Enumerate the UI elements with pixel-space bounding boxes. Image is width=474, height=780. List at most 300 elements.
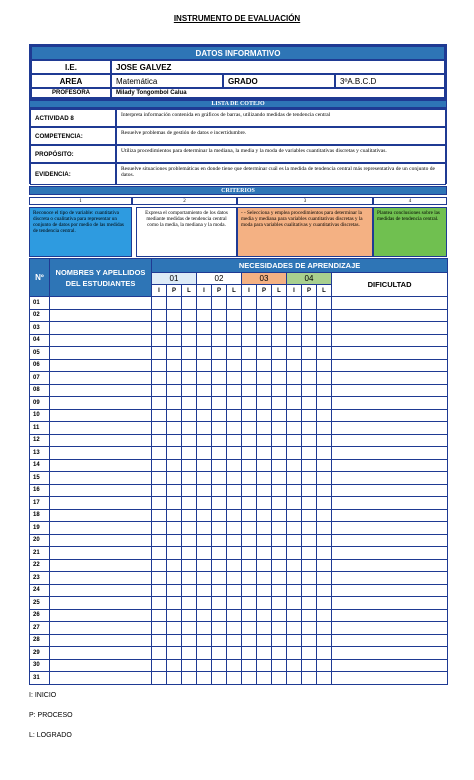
student-name-cell[interactable]: [50, 347, 152, 360]
dificultad-cell[interactable]: [332, 647, 448, 660]
mark-cell[interactable]: [302, 334, 317, 347]
mark-cell[interactable]: [302, 372, 317, 385]
mark-cell[interactable]: [302, 559, 317, 572]
mark-cell[interactable]: [227, 422, 242, 435]
mark-cell[interactable]: [287, 309, 302, 322]
mark-cell[interactable]: [242, 497, 257, 510]
mark-cell[interactable]: [197, 359, 212, 372]
mark-cell[interactable]: [287, 434, 302, 447]
mark-cell[interactable]: [182, 597, 197, 610]
mark-cell[interactable]: [212, 447, 227, 460]
mark-cell[interactable]: [287, 484, 302, 497]
mark-cell[interactable]: [152, 522, 167, 535]
dificultad-cell[interactable]: [332, 297, 448, 310]
mark-cell[interactable]: [287, 622, 302, 635]
mark-cell[interactable]: [257, 372, 272, 385]
mark-cell[interactable]: [287, 597, 302, 610]
mark-cell[interactable]: [227, 497, 242, 510]
mark-cell[interactable]: [197, 622, 212, 635]
mark-cell[interactable]: [302, 547, 317, 560]
mark-cell[interactable]: [167, 434, 182, 447]
dificultad-cell[interactable]: [332, 484, 448, 497]
dificultad-cell[interactable]: [332, 322, 448, 335]
mark-cell[interactable]: [152, 322, 167, 335]
mark-cell[interactable]: [242, 309, 257, 322]
mark-cell[interactable]: [212, 484, 227, 497]
mark-cell[interactable]: [182, 384, 197, 397]
mark-cell[interactable]: [197, 472, 212, 485]
mark-cell[interactable]: [212, 672, 227, 685]
mark-cell[interactable]: [302, 347, 317, 360]
dificultad-cell[interactable]: [332, 547, 448, 560]
mark-cell[interactable]: [257, 547, 272, 560]
mark-cell[interactable]: [317, 584, 332, 597]
mark-cell[interactable]: [182, 434, 197, 447]
mark-cell[interactable]: [212, 472, 227, 485]
mark-cell[interactable]: [212, 434, 227, 447]
mark-cell[interactable]: [242, 597, 257, 610]
mark-cell[interactable]: [152, 559, 167, 572]
mark-cell[interactable]: [242, 322, 257, 335]
mark-cell[interactable]: [197, 297, 212, 310]
mark-cell[interactable]: [197, 347, 212, 360]
mark-cell[interactable]: [272, 559, 287, 572]
mark-cell[interactable]: [317, 622, 332, 635]
mark-cell[interactable]: [302, 509, 317, 522]
mark-cell[interactable]: [152, 472, 167, 485]
mark-cell[interactable]: [227, 397, 242, 410]
student-name-cell[interactable]: [50, 584, 152, 597]
mark-cell[interactable]: [152, 397, 167, 410]
mark-cell[interactable]: [257, 347, 272, 360]
mark-cell[interactable]: [152, 372, 167, 385]
mark-cell[interactable]: [287, 547, 302, 560]
mark-cell[interactable]: [302, 434, 317, 447]
mark-cell[interactable]: [317, 322, 332, 335]
mark-cell[interactable]: [212, 322, 227, 335]
mark-cell[interactable]: [302, 422, 317, 435]
mark-cell[interactable]: [257, 647, 272, 660]
student-name-cell[interactable]: [50, 472, 152, 485]
mark-cell[interactable]: [167, 584, 182, 597]
mark-cell[interactable]: [227, 322, 242, 335]
mark-cell[interactable]: [227, 447, 242, 460]
mark-cell[interactable]: [272, 397, 287, 410]
mark-cell[interactable]: [272, 509, 287, 522]
dificultad-cell[interactable]: [332, 434, 448, 447]
mark-cell[interactable]: [152, 647, 167, 660]
mark-cell[interactable]: [242, 459, 257, 472]
mark-cell[interactable]: [287, 372, 302, 385]
mark-cell[interactable]: [287, 509, 302, 522]
mark-cell[interactable]: [317, 422, 332, 435]
mark-cell[interactable]: [302, 384, 317, 397]
mark-cell[interactable]: [317, 484, 332, 497]
mark-cell[interactable]: [242, 547, 257, 560]
mark-cell[interactable]: [212, 597, 227, 610]
mark-cell[interactable]: [287, 384, 302, 397]
student-name-cell[interactable]: [50, 609, 152, 622]
mark-cell[interactable]: [212, 622, 227, 635]
mark-cell[interactable]: [272, 459, 287, 472]
mark-cell[interactable]: [197, 559, 212, 572]
mark-cell[interactable]: [182, 622, 197, 635]
mark-cell[interactable]: [152, 584, 167, 597]
dificultad-cell[interactable]: [332, 522, 448, 535]
mark-cell[interactable]: [242, 397, 257, 410]
dificultad-cell[interactable]: [332, 584, 448, 597]
student-name-cell[interactable]: [50, 597, 152, 610]
mark-cell[interactable]: [272, 484, 287, 497]
mark-cell[interactable]: [272, 359, 287, 372]
mark-cell[interactable]: [272, 497, 287, 510]
mark-cell[interactable]: [167, 347, 182, 360]
mark-cell[interactable]: [182, 309, 197, 322]
mark-cell[interactable]: [257, 447, 272, 460]
dificultad-cell[interactable]: [332, 509, 448, 522]
mark-cell[interactable]: [272, 384, 287, 397]
mark-cell[interactable]: [167, 559, 182, 572]
mark-cell[interactable]: [212, 359, 227, 372]
mark-cell[interactable]: [317, 522, 332, 535]
mark-cell[interactable]: [212, 609, 227, 622]
mark-cell[interactable]: [227, 359, 242, 372]
mark-cell[interactable]: [317, 297, 332, 310]
student-name-cell[interactable]: [50, 309, 152, 322]
mark-cell[interactable]: [227, 372, 242, 385]
mark-cell[interactable]: [257, 309, 272, 322]
mark-cell[interactable]: [227, 484, 242, 497]
mark-cell[interactable]: [242, 534, 257, 547]
mark-cell[interactable]: [302, 659, 317, 672]
mark-cell[interactable]: [272, 647, 287, 660]
mark-cell[interactable]: [272, 572, 287, 585]
mark-cell[interactable]: [242, 609, 257, 622]
dificultad-cell[interactable]: [332, 347, 448, 360]
mark-cell[interactable]: [197, 409, 212, 422]
mark-cell[interactable]: [227, 459, 242, 472]
mark-cell[interactable]: [167, 497, 182, 510]
mark-cell[interactable]: [302, 572, 317, 585]
mark-cell[interactable]: [272, 609, 287, 622]
mark-cell[interactable]: [287, 447, 302, 460]
mark-cell[interactable]: [272, 372, 287, 385]
mark-cell[interactable]: [212, 347, 227, 360]
mark-cell[interactable]: [242, 359, 257, 372]
mark-cell[interactable]: [287, 422, 302, 435]
mark-cell[interactable]: [272, 534, 287, 547]
student-name-cell[interactable]: [50, 659, 152, 672]
mark-cell[interactable]: [182, 409, 197, 422]
student-name-cell[interactable]: [50, 634, 152, 647]
mark-cell[interactable]: [287, 522, 302, 535]
mark-cell[interactable]: [227, 334, 242, 347]
student-name-cell[interactable]: [50, 384, 152, 397]
mark-cell[interactable]: [302, 309, 317, 322]
mark-cell[interactable]: [197, 572, 212, 585]
mark-cell[interactable]: [287, 472, 302, 485]
student-name-cell[interactable]: [50, 497, 152, 510]
mark-cell[interactable]: [167, 522, 182, 535]
mark-cell[interactable]: [287, 634, 302, 647]
mark-cell[interactable]: [317, 534, 332, 547]
mark-cell[interactable]: [257, 334, 272, 347]
mark-cell[interactable]: [182, 609, 197, 622]
mark-cell[interactable]: [242, 634, 257, 647]
mark-cell[interactable]: [182, 397, 197, 410]
mark-cell[interactable]: [227, 347, 242, 360]
mark-cell[interactable]: [212, 459, 227, 472]
mark-cell[interactable]: [152, 672, 167, 685]
student-name-cell[interactable]: [50, 334, 152, 347]
mark-cell[interactable]: [182, 347, 197, 360]
mark-cell[interactable]: [257, 509, 272, 522]
mark-cell[interactable]: [287, 672, 302, 685]
mark-cell[interactable]: [272, 309, 287, 322]
mark-cell[interactable]: [242, 572, 257, 585]
mark-cell[interactable]: [227, 584, 242, 597]
mark-cell[interactable]: [227, 384, 242, 397]
student-name-cell[interactable]: [50, 572, 152, 585]
dificultad-cell[interactable]: [332, 384, 448, 397]
mark-cell[interactable]: [257, 622, 272, 635]
mark-cell[interactable]: [287, 609, 302, 622]
mark-cell[interactable]: [302, 472, 317, 485]
dificultad-cell[interactable]: [332, 359, 448, 372]
mark-cell[interactable]: [302, 497, 317, 510]
mark-cell[interactable]: [212, 497, 227, 510]
mark-cell[interactable]: [302, 322, 317, 335]
mark-cell[interactable]: [287, 334, 302, 347]
mark-cell[interactable]: [272, 547, 287, 560]
mark-cell[interactable]: [212, 547, 227, 560]
mark-cell[interactable]: [302, 459, 317, 472]
mark-cell[interactable]: [302, 634, 317, 647]
mark-cell[interactable]: [212, 647, 227, 660]
mark-cell[interactable]: [272, 347, 287, 360]
mark-cell[interactable]: [242, 422, 257, 435]
mark-cell[interactable]: [317, 497, 332, 510]
mark-cell[interactable]: [212, 297, 227, 310]
mark-cell[interactable]: [212, 522, 227, 535]
mark-cell[interactable]: [287, 459, 302, 472]
mark-cell[interactable]: [167, 484, 182, 497]
student-name-cell[interactable]: [50, 359, 152, 372]
mark-cell[interactable]: [242, 509, 257, 522]
mark-cell[interactable]: [197, 334, 212, 347]
mark-cell[interactable]: [197, 609, 212, 622]
mark-cell[interactable]: [287, 297, 302, 310]
mark-cell[interactable]: [242, 434, 257, 447]
mark-cell[interactable]: [242, 472, 257, 485]
mark-cell[interactable]: [317, 459, 332, 472]
mark-cell[interactable]: [167, 672, 182, 685]
mark-cell[interactable]: [212, 559, 227, 572]
mark-cell[interactable]: [167, 609, 182, 622]
mark-cell[interactable]: [287, 647, 302, 660]
mark-cell[interactable]: [287, 497, 302, 510]
mark-cell[interactable]: [302, 647, 317, 660]
mark-cell[interactable]: [152, 634, 167, 647]
mark-cell[interactable]: [152, 334, 167, 347]
student-name-cell[interactable]: [50, 534, 152, 547]
mark-cell[interactable]: [317, 434, 332, 447]
mark-cell[interactable]: [317, 372, 332, 385]
dificultad-cell[interactable]: [332, 497, 448, 510]
mark-cell[interactable]: [212, 659, 227, 672]
mark-cell[interactable]: [272, 597, 287, 610]
mark-cell[interactable]: [227, 659, 242, 672]
mark-cell[interactable]: [152, 384, 167, 397]
mark-cell[interactable]: [167, 447, 182, 460]
mark-cell[interactable]: [212, 384, 227, 397]
mark-cell[interactable]: [212, 397, 227, 410]
mark-cell[interactable]: [197, 672, 212, 685]
mark-cell[interactable]: [242, 447, 257, 460]
mark-cell[interactable]: [152, 459, 167, 472]
mark-cell[interactable]: [257, 484, 272, 497]
mark-cell[interactable]: [167, 359, 182, 372]
mark-cell[interactable]: [272, 659, 287, 672]
mark-cell[interactable]: [167, 372, 182, 385]
mark-cell[interactable]: [152, 547, 167, 560]
mark-cell[interactable]: [317, 609, 332, 622]
mark-cell[interactable]: [227, 672, 242, 685]
mark-cell[interactable]: [302, 597, 317, 610]
mark-cell[interactable]: [272, 334, 287, 347]
mark-cell[interactable]: [287, 572, 302, 585]
dificultad-cell[interactable]: [332, 372, 448, 385]
mark-cell[interactable]: [257, 559, 272, 572]
student-name-cell[interactable]: [50, 434, 152, 447]
dificultad-cell[interactable]: [332, 309, 448, 322]
mark-cell[interactable]: [152, 434, 167, 447]
mark-cell[interactable]: [227, 409, 242, 422]
mark-cell[interactable]: [317, 397, 332, 410]
mark-cell[interactable]: [197, 484, 212, 497]
mark-cell[interactable]: [152, 447, 167, 460]
mark-cell[interactable]: [212, 309, 227, 322]
mark-cell[interactable]: [272, 434, 287, 447]
student-name-cell[interactable]: [50, 547, 152, 560]
mark-cell[interactable]: [197, 547, 212, 560]
mark-cell[interactable]: [302, 672, 317, 685]
mark-cell[interactable]: [152, 509, 167, 522]
mark-cell[interactable]: [257, 672, 272, 685]
student-name-cell[interactable]: [50, 422, 152, 435]
mark-cell[interactable]: [212, 634, 227, 647]
mark-cell[interactable]: [272, 522, 287, 535]
mark-cell[interactable]: [302, 447, 317, 460]
mark-cell[interactable]: [257, 609, 272, 622]
dificultad-cell[interactable]: [332, 672, 448, 685]
mark-cell[interactable]: [317, 547, 332, 560]
mark-cell[interactable]: [152, 622, 167, 635]
mark-cell[interactable]: [257, 572, 272, 585]
mark-cell[interactable]: [302, 534, 317, 547]
mark-cell[interactable]: [197, 434, 212, 447]
mark-cell[interactable]: [317, 647, 332, 660]
mark-cell[interactable]: [257, 497, 272, 510]
mark-cell[interactable]: [227, 559, 242, 572]
mark-cell[interactable]: [152, 422, 167, 435]
mark-cell[interactable]: [257, 397, 272, 410]
mark-cell[interactable]: [167, 409, 182, 422]
mark-cell[interactable]: [152, 347, 167, 360]
mark-cell[interactable]: [287, 659, 302, 672]
mark-cell[interactable]: [242, 659, 257, 672]
mark-cell[interactable]: [152, 659, 167, 672]
mark-cell[interactable]: [167, 322, 182, 335]
mark-cell[interactable]: [167, 634, 182, 647]
mark-cell[interactable]: [152, 409, 167, 422]
mark-cell[interactable]: [197, 322, 212, 335]
mark-cell[interactable]: [197, 372, 212, 385]
mark-cell[interactable]: [182, 647, 197, 660]
mark-cell[interactable]: [227, 472, 242, 485]
mark-cell[interactable]: [197, 634, 212, 647]
mark-cell[interactable]: [197, 459, 212, 472]
mark-cell[interactable]: [317, 509, 332, 522]
mark-cell[interactable]: [197, 522, 212, 535]
student-name-cell[interactable]: [50, 459, 152, 472]
mark-cell[interactable]: [242, 647, 257, 660]
mark-cell[interactable]: [152, 297, 167, 310]
mark-cell[interactable]: [197, 447, 212, 460]
mark-cell[interactable]: [242, 384, 257, 397]
mark-cell[interactable]: [272, 322, 287, 335]
mark-cell[interactable]: [227, 634, 242, 647]
mark-cell[interactable]: [227, 622, 242, 635]
mark-cell[interactable]: [182, 422, 197, 435]
mark-cell[interactable]: [302, 359, 317, 372]
mark-cell[interactable]: [152, 597, 167, 610]
mark-cell[interactable]: [257, 434, 272, 447]
mark-cell[interactable]: [152, 497, 167, 510]
student-name-cell[interactable]: [50, 522, 152, 535]
dificultad-cell[interactable]: [332, 609, 448, 622]
mark-cell[interactable]: [242, 297, 257, 310]
mark-cell[interactable]: [242, 622, 257, 635]
mark-cell[interactable]: [272, 672, 287, 685]
mark-cell[interactable]: [197, 659, 212, 672]
mark-cell[interactable]: [212, 572, 227, 585]
mark-cell[interactable]: [317, 572, 332, 585]
mark-cell[interactable]: [182, 372, 197, 385]
mark-cell[interactable]: [317, 347, 332, 360]
mark-cell[interactable]: [197, 309, 212, 322]
mark-cell[interactable]: [167, 509, 182, 522]
mark-cell[interactable]: [287, 397, 302, 410]
mark-cell[interactable]: [287, 534, 302, 547]
mark-cell[interactable]: [197, 509, 212, 522]
dificultad-cell[interactable]: [332, 334, 448, 347]
mark-cell[interactable]: [167, 384, 182, 397]
student-name-cell[interactable]: [50, 509, 152, 522]
mark-cell[interactable]: [212, 509, 227, 522]
mark-cell[interactable]: [302, 609, 317, 622]
mark-cell[interactable]: [257, 322, 272, 335]
mark-cell[interactable]: [287, 559, 302, 572]
dificultad-cell[interactable]: [332, 447, 448, 460]
mark-cell[interactable]: [182, 672, 197, 685]
mark-cell[interactable]: [317, 559, 332, 572]
mark-cell[interactable]: [197, 497, 212, 510]
mark-cell[interactable]: [272, 472, 287, 485]
mark-cell[interactable]: [227, 597, 242, 610]
mark-cell[interactable]: [272, 634, 287, 647]
mark-cell[interactable]: [302, 584, 317, 597]
